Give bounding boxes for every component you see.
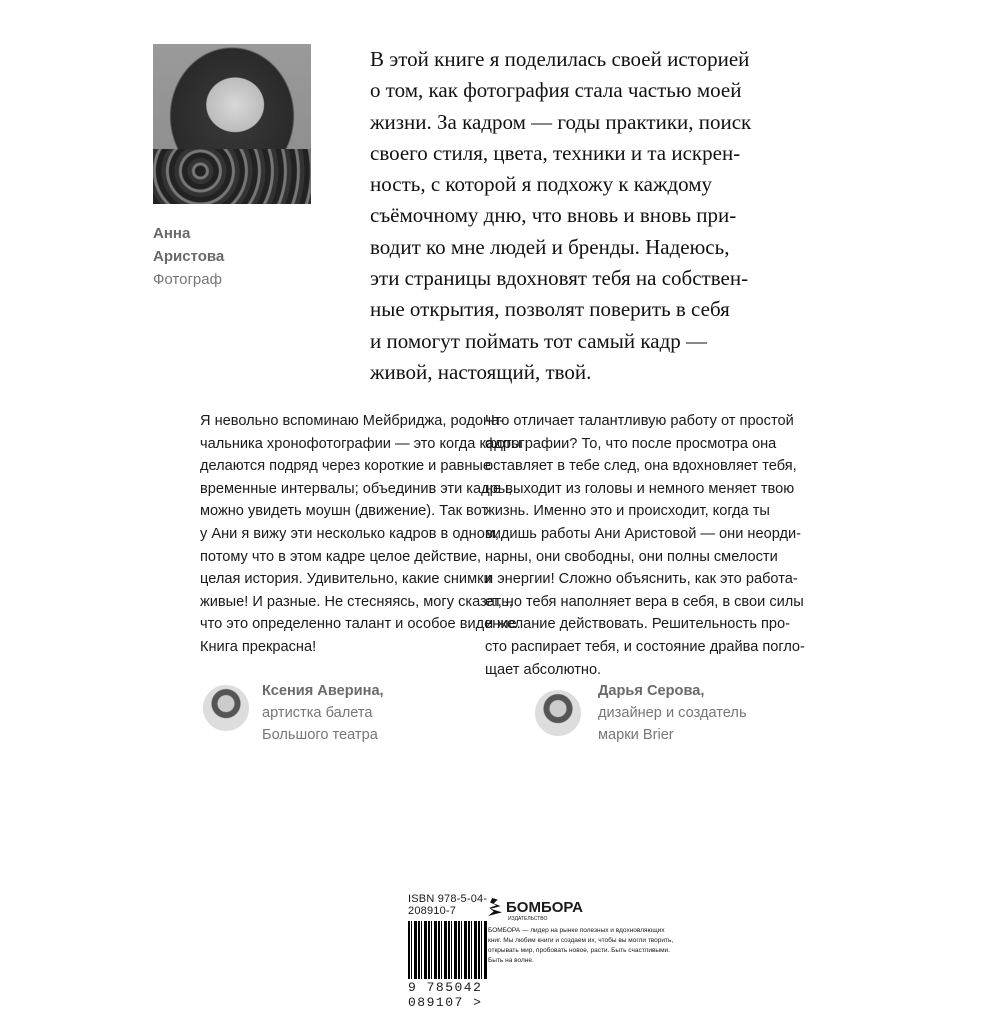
publisher-name: БОМБОРА (506, 898, 583, 916)
text-line: о том, как фотография стала частью моей (370, 78, 742, 103)
reviewer-1-role: артистка балета (262, 705, 373, 721)
reviewer-2-name: Дарья Серова, (598, 683, 705, 699)
text-line: съёмочному дню, что вновь и вновь при- (370, 203, 737, 228)
text-line: щает абсолютно. (485, 661, 602, 678)
isbn: ISBN 978-5-04-208910-7 (408, 893, 488, 917)
author-last-name: Аристова (153, 248, 225, 265)
reviewer-1-avatar (203, 685, 249, 731)
reviewer-2-role: дизайнер и создатель (598, 705, 747, 721)
reviewer-1-name: Ксения Аверина, (262, 683, 384, 699)
text-line: чальника хронофотографии — это когда кадры (200, 435, 522, 452)
text-line: ные открытия, позволят поверить в себя (370, 297, 730, 322)
publisher-block (488, 898, 678, 966)
text-line: видишь работы Ани Аристовой — они неорди- (485, 525, 802, 542)
text-line: и энергии! Сложно объяснить, как это работа- (485, 571, 798, 588)
text-line: живой, настоящий, твой. (370, 359, 592, 384)
text-line: и желание действовать. Решительность про- (485, 616, 791, 633)
text-line: временные интервалы; объединив эти кадры, (200, 480, 513, 497)
review-1 (200, 410, 521, 659)
barcode-number: 9 785042 089107 > (408, 980, 483, 1010)
text-line: ность, с которой я подхожу к каждому (370, 172, 713, 197)
text-line: можно увидеть моушн (движение). Так вот (200, 503, 489, 520)
text-line: жизни. За кадром — годы практики, поиск (370, 109, 752, 134)
review-2 (485, 410, 805, 681)
reviewer-1 (262, 680, 384, 746)
text-line: живые! И разные. Не стесняясь, могу сказать, (200, 593, 513, 610)
publisher-logo (488, 898, 678, 916)
reviewer-2-role-2: марки Brier (598, 727, 674, 743)
text-line: своего стиля, цвета, техники и та искрен- (370, 140, 741, 165)
text-line: фотографии? То, что после просмотра она (485, 435, 777, 452)
text-line: В этой книге я поделилась своей историей (370, 47, 750, 71)
text-line: не выходит из головы и немного меняет твою (485, 480, 795, 497)
reviewer-2 (598, 680, 747, 746)
text-line: Что отличает талантливую работу от простой (485, 413, 794, 429)
text-line: эти страницы вдохновят тебя на собствен- (370, 266, 749, 291)
reviewer-2-avatar (535, 690, 581, 736)
intro-text (370, 44, 751, 388)
text-line: что это определенно талант и особое видение. (200, 616, 521, 633)
text-line: нарны, они свободны, они полны смелости (485, 548, 778, 565)
text-line: оставляет в тебе след, она вдохновляет тебя, (485, 458, 797, 475)
text-line: Я невольно вспоминаю Мейбриджа, родона- (200, 413, 505, 429)
text-line: целая история. Удивительно, какие снимки (200, 571, 492, 588)
publisher-text: БОМБОРА — лидер на рынке полезных и вдохновляющих книг. Мы любим книги и создаем их, чтобы вы могли творить, открывать мир, пробовать новое, расти. Быть счастливыми. Быть на волне. (488, 927, 674, 964)
publisher-logo-icon (488, 898, 502, 916)
text-line: водит ко мне людей и бренды. Надеюсь, (370, 234, 730, 259)
text-line: делаются подряд через короткие и равные (200, 458, 492, 475)
barcode-bars (408, 921, 488, 979)
text-line: жизнь. Именно это и происходит, когда ты (485, 503, 770, 520)
author-first-name: Анна (153, 225, 191, 242)
text-line: Книга прекрасна! (200, 638, 317, 655)
author-info (153, 222, 224, 291)
text-line: и помогут поймать тот самый кадр — (370, 328, 708, 353)
author-photo (153, 44, 311, 204)
barcode (408, 893, 488, 1010)
text-line: ет, но тебя наполняет вера в себя, в свои силы (485, 593, 804, 610)
publisher-sub: ИЗДАТЕЛЬСТВО (508, 916, 548, 922)
reviewer-1-role-2: Большого театра (262, 727, 378, 743)
text-line: у Ани я вижу эти несколько кадров в одном, (200, 525, 499, 542)
text-line: потому что в этом кадре целое действие, (200, 548, 482, 565)
text-line: сто распирает тебя, и состояние драйва поглo- (485, 638, 805, 655)
author-role: Фотограф (153, 271, 222, 288)
